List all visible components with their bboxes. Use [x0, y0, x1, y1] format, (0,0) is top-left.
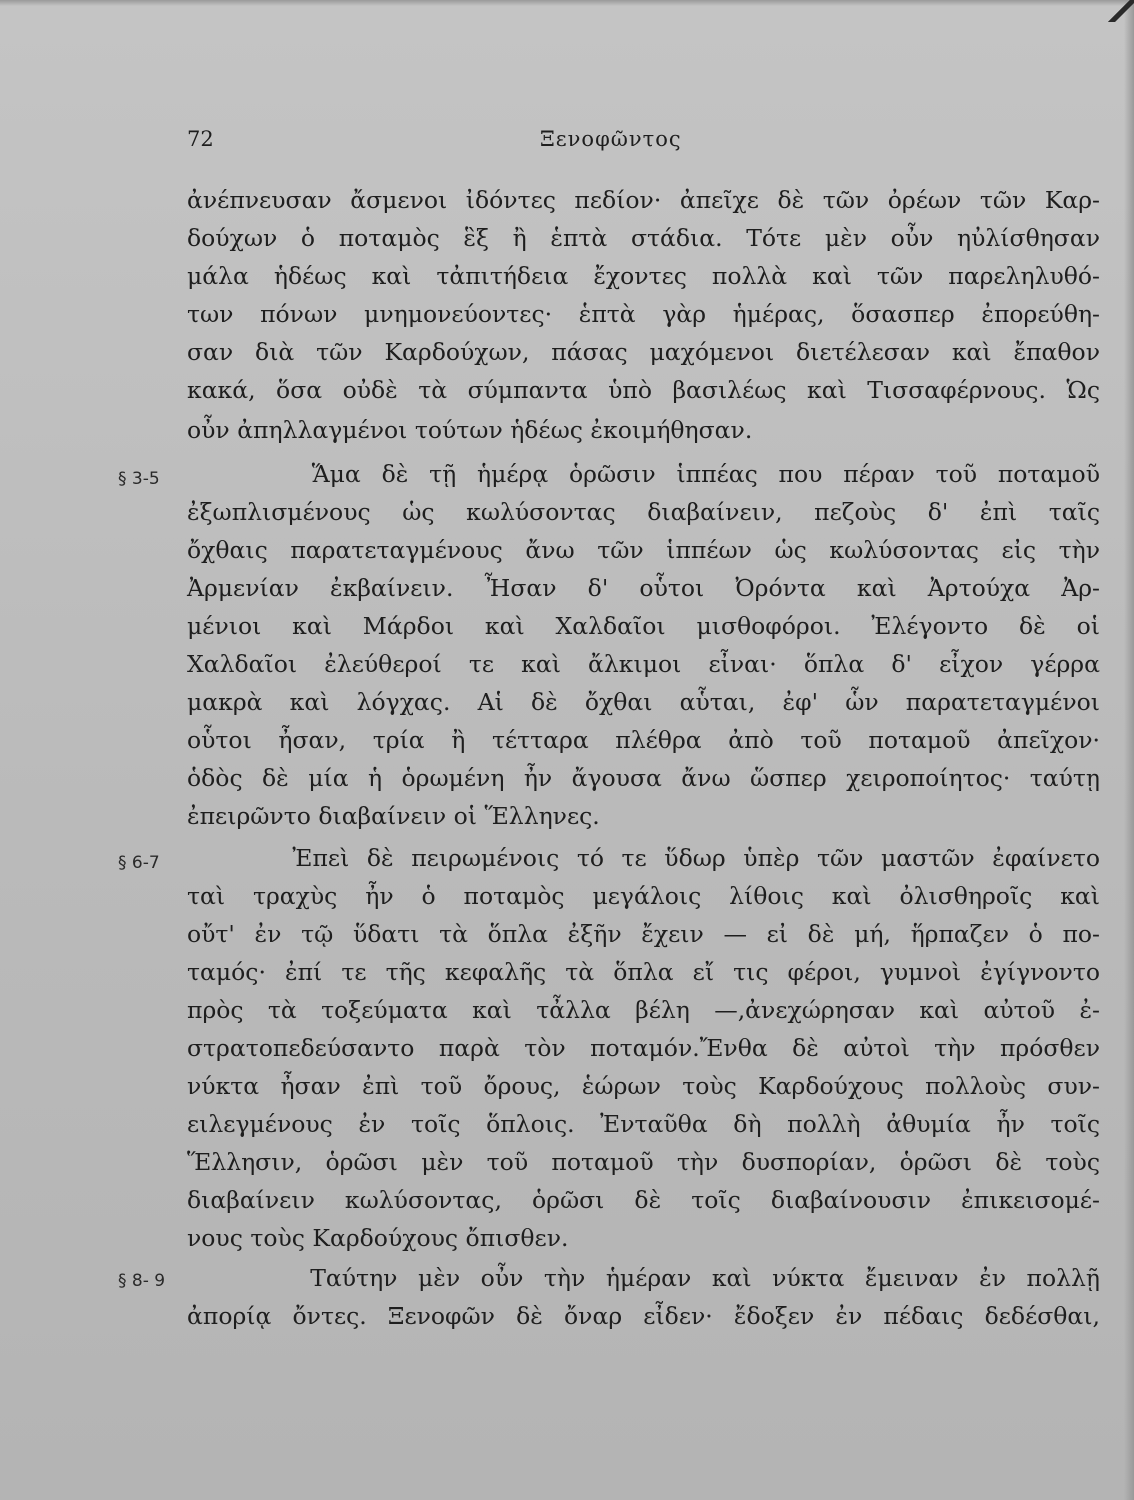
text-line: ταμός· ἐπί τε τῆς κεφαλῆς τὰ ὅπλα εἴ τις φέροι, γυμνοὶ ἐγίγνοντο [187, 958, 1100, 986]
page-right-edge [1124, 0, 1134, 1500]
text-line: κακά, ὅσα οὐδὲ τὰ σύμπαντα ὑπὸ βασιλέως καὶ Τισσαφέρνους. Ὡς [187, 376, 1100, 404]
section-marker: § 8- 9 [118, 1271, 166, 1291]
text-line: Ἅμα δὲ τῇ ἡμέρᾳ ὁρῶσιν ἱππέας που πέραν τοῦ ποταμοῦ [187, 460, 1100, 488]
text-line: οὗτοι ἦσαν, τρία ἢ τέτταρα πλέθρα ἀπὸ τοῦ ποταμοῦ ἀπεῖχον· [187, 726, 1100, 754]
text-line: οὖν ἀπηλλαγμένοι τούτων ἡδέως ἐκοιμήθησαν. [187, 416, 753, 444]
section-marker: § 3-5 [118, 469, 160, 489]
text-line: Ἐπεὶ δὲ πειρωμένοις τό τε ὕδωρ ὑπὲρ τῶν μαστῶν ἐφαίνετο [187, 844, 1100, 872]
text-line: Χαλδαῖοι ἐλεύθεροί τε καὶ ἄλκιμοι εἶναι· ὅπλα δ' εἶχον γέρρα [187, 650, 1100, 678]
text-line: ἀπορίᾳ ὄντες. Ξενοφῶν δὲ ὄναρ εἶδεν· ἔδοξεν ἐν πέδαις δεδέσθαι, [187, 1302, 1100, 1330]
text-line: ἐξωπλισμένους ὡς κωλύσοντας διαβαίνειν, πεζοὺς δ' ἐπὶ ταῖς [187, 498, 1100, 526]
text-line: μακρὰ καὶ λόγχας. Αἱ δὲ ὄχθαι αὗται, ἐφ' ὧν παρατεταγμένοι [187, 688, 1100, 716]
text-line: ἀνέπνευσαν ἄσμενοι ἰδόντες πεδίον· ἀπεῖχε δὲ τῶν ὀρέων τῶν Καρ- [187, 186, 1100, 214]
text-line: σαν διὰ τῶν Καρδούχων, πάσας μαχόμενοι διετέλεσαν καὶ ἔπαθον [187, 338, 1100, 366]
text-line: Ἕλλησιν, ὁρῶσι μὲν τοῦ ποταμοῦ τὴν δυσπορίαν, ὁρῶσι δὲ τοὺς [187, 1148, 1100, 1176]
page-top-edge [0, 0, 1134, 6]
text-line: μάλα ἡδέως καὶ τἀπιτήδεια ἔχοντες πολλὰ καὶ τῶν παρεληλυθό- [187, 262, 1100, 290]
text-line: διαβαίνειν κωλύσοντας, ὁρῶσι δὲ τοῖς διαβαίνουσιν ἐπικεισομέ- [187, 1186, 1100, 1214]
text-line: ἐπειρῶντο διαβαίνειν οἱ Ἕλληνες. [187, 802, 600, 830]
text-line: δούχων ὁ ποταμὸς ἓξ ἢ ἑπτὰ στάδια. Τότε μὲν οὖν ηὐλίσθησαν [187, 224, 1100, 252]
text-line: πρὸς τὰ τοξεύματα καὶ τἆλλα βέλη —,ἀνεχώρησαν καὶ αὐτοῦ ἐ- [187, 996, 1100, 1024]
text-line: ὁδὸς δὲ μία ἡ ὁρωμένη ἦν ἄγουσα ἄνω ὥσπερ χειροποίητος· ταύτῃ [187, 764, 1100, 792]
text-line: ὄχθαις παρατεταγμένους ἄνω τῶν ἱππέων ὡς κωλύσοντας εἰς τὴν [187, 536, 1100, 564]
text-line: νους τοὺς Καρδούχους ὄπισθεν. [187, 1224, 569, 1252]
text-line: των πόνων μνημονεύοντες· ἑπτὰ γὰρ ἡμέρας, ὅσασπερ ἐπορεύθη- [187, 300, 1100, 328]
text-line: ειλεγμένους ἐν τοῖς ὅπλοις. Ἐνταῦθα δὴ πολλὴ ἀθυμία ἦν τοῖς [187, 1110, 1100, 1138]
text-line: Ἀρμενίαν ἐκβαίνειν. Ἦσαν δ' οὗτοι Ὀρόντα καὶ Ἀρτούχα Ἀρ- [187, 574, 1100, 602]
running-head: Ξενοφῶντος [540, 127, 682, 151]
text-line: μένιοι καὶ Μάρδοι καὶ Χαλδαῖοι μισθοφόροι. Ἐλέγοντο δὲ οἱ [187, 612, 1100, 640]
text-line: στρατοπεδεύσαντο παρὰ τὸν ποταμόν.Ἔνθα δὲ αὐτοὶ τὴν πρόσθεν [187, 1034, 1100, 1062]
text-line: οὔτ' ἐν τῷ ὕδατι τὰ ὅπλα ἐξῆν ἔχειν — εἰ δὲ μή, ἥρπαζεν ὁ πο- [187, 920, 1100, 948]
text-line: νύκτα ἦσαν ἐπὶ τοῦ ὄρους, ἑώρων τοὺς Καρδούχους πολλοὺς συν- [187, 1072, 1100, 1100]
corner-scan-mark [1108, 0, 1134, 22]
section-marker: § 6-7 [118, 853, 160, 873]
page-number: 72 [187, 127, 214, 151]
text-line: Ταύτην μὲν οὖν τὴν ἡμέραν καὶ νύκτα ἔμειναν ἐν πολλῇ [187, 1264, 1100, 1292]
text-line: ταὶ τραχὺς ἦν ὁ ποταμὸς μεγάλοις λίθοις καὶ ὀλισθηροῖς καὶ [187, 882, 1100, 910]
